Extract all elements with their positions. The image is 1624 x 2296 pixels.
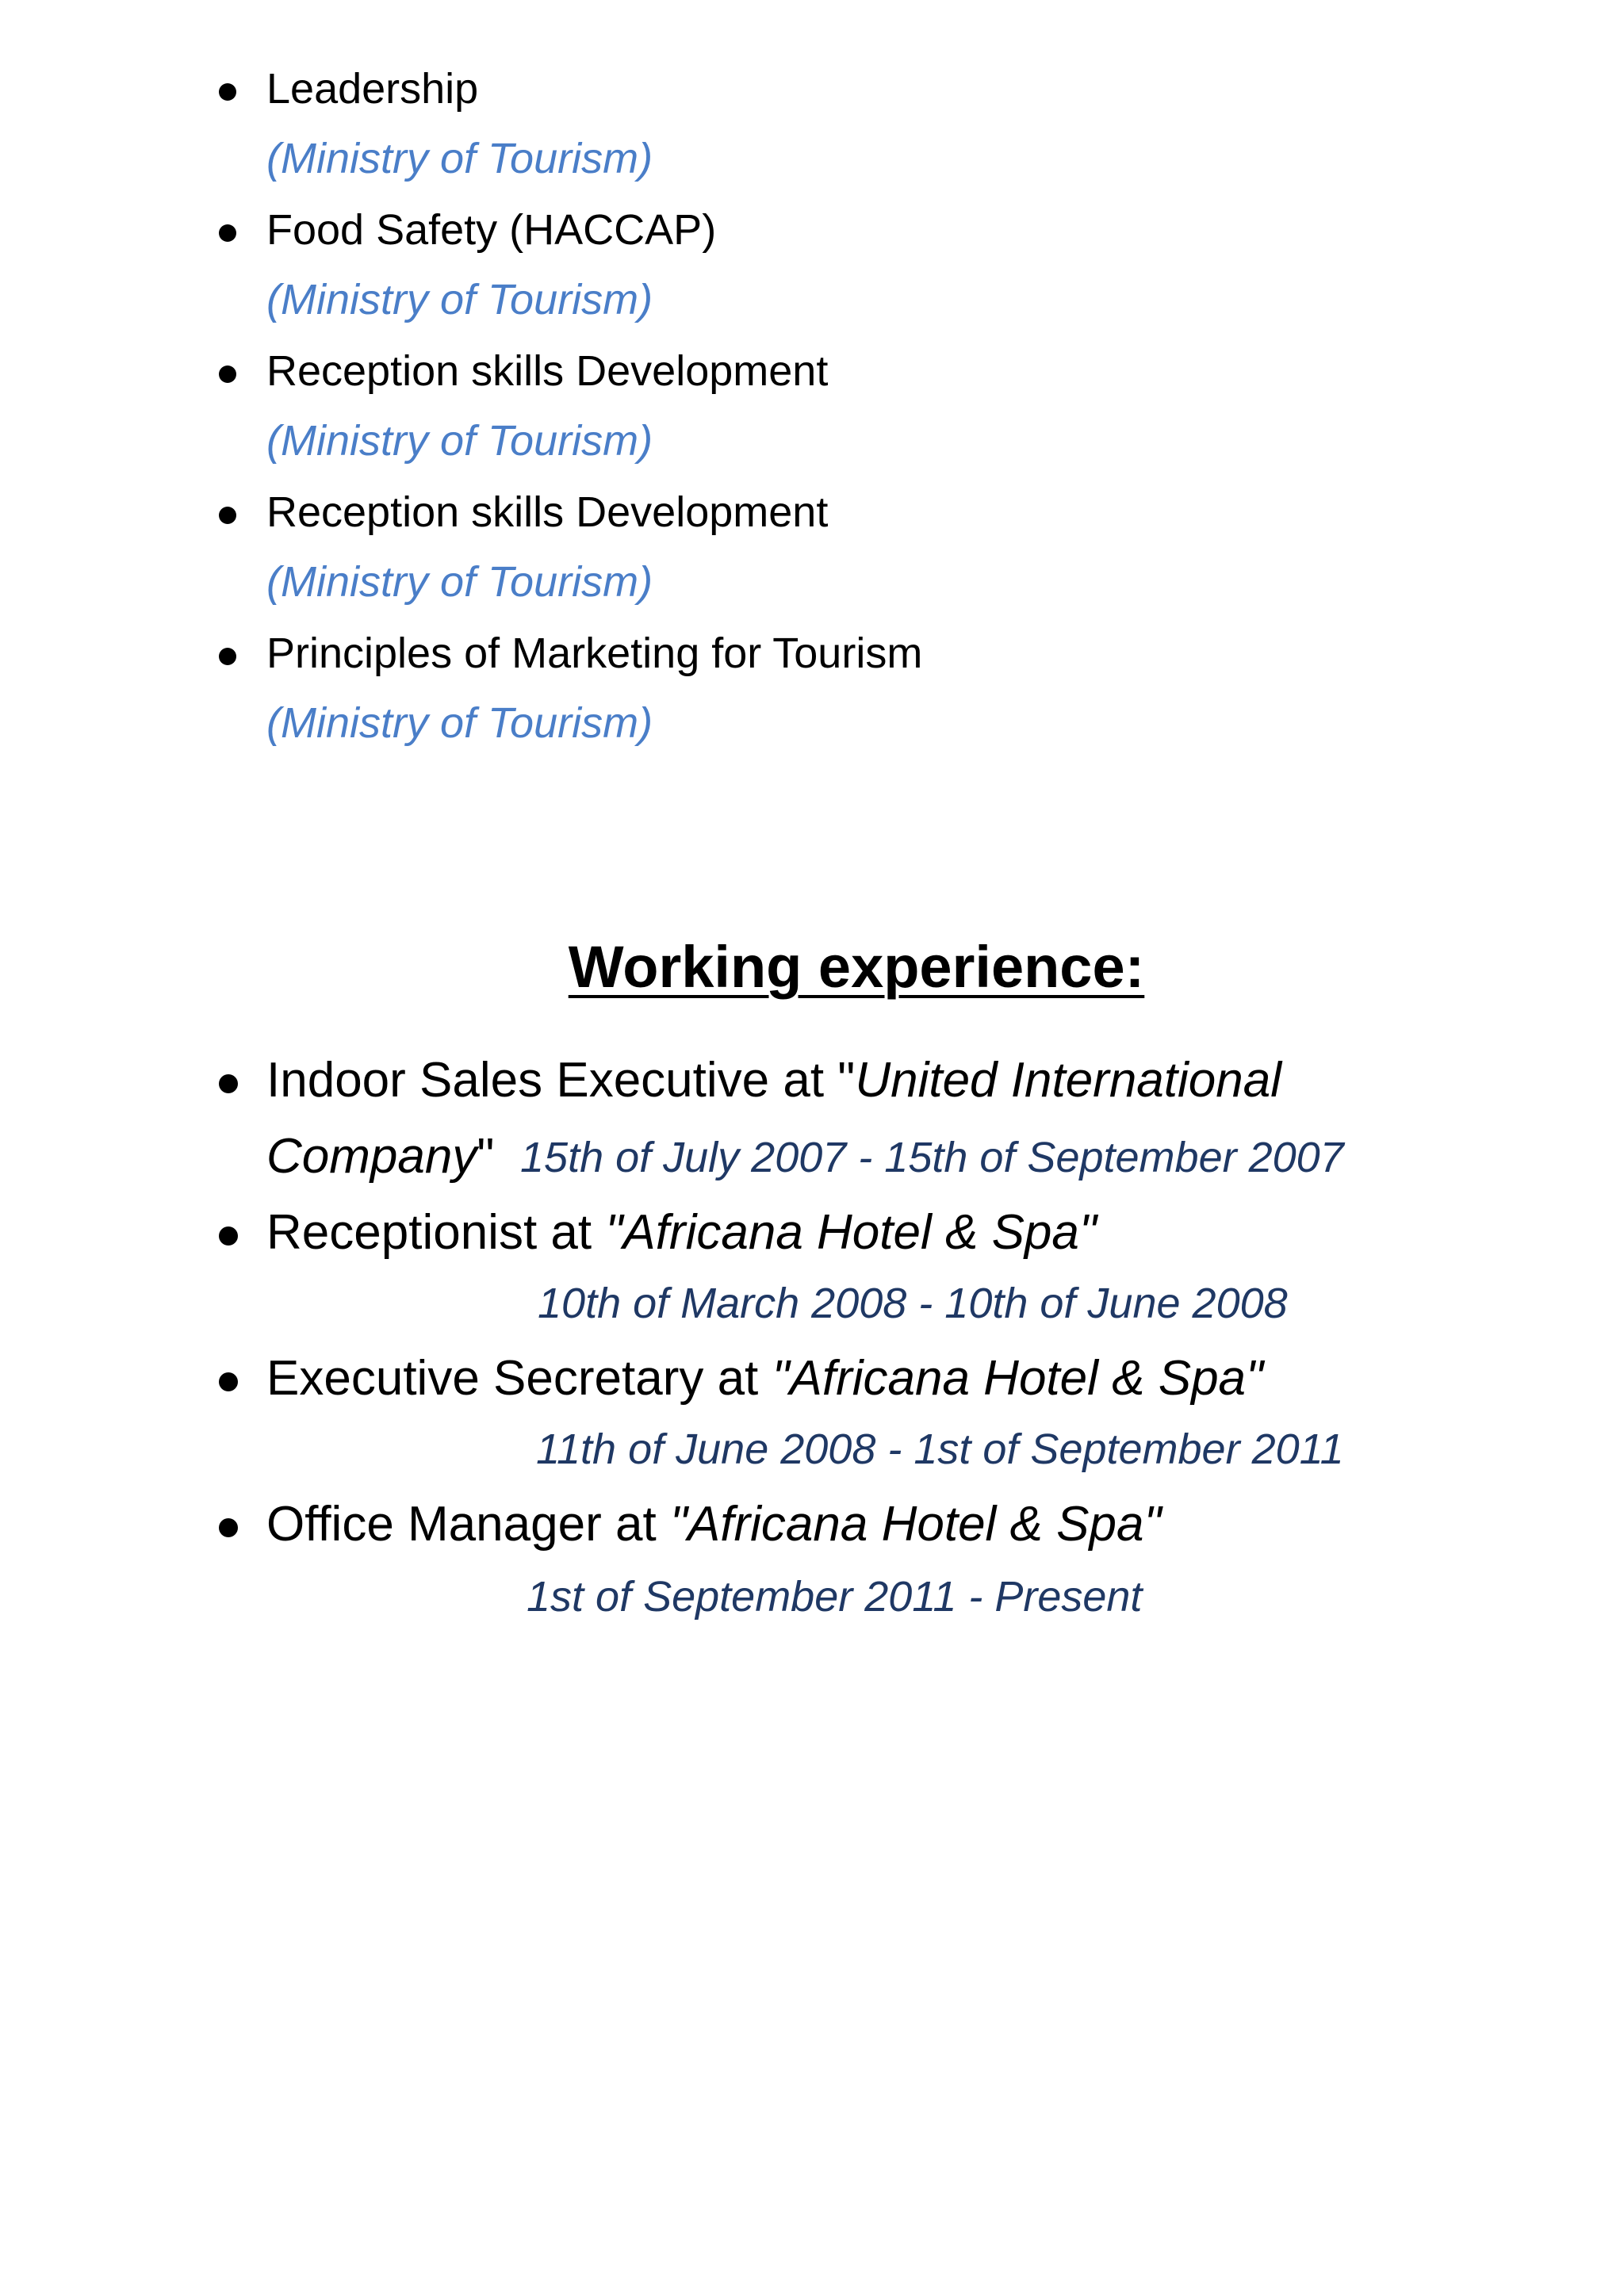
course-title: Reception skills Development: [266, 488, 829, 536]
bullet-icon: [219, 224, 236, 242]
course-title: Reception skills Development: [266, 347, 829, 395]
job-dates: 11th of June 2008 - 1st of September 2011: [536, 1425, 1344, 1473]
course-issuer: (Ministry of Tourism): [266, 558, 653, 606]
job-company: "Africana Hotel & Spa": [605, 1205, 1097, 1260]
course-title: Principles of Marketing for Tourism: [266, 629, 923, 677]
job-dates: 10th of March 2008 - 10th of June 2008: [538, 1280, 1288, 1327]
job-dates: 1st of September 2011 - Present: [527, 1573, 1143, 1621]
course-issuer: (Ministry of Tourism): [266, 276, 653, 323]
bullet-icon: [219, 83, 236, 101]
job-company: Company: [266, 1129, 477, 1184]
bullet-icon: [219, 365, 236, 383]
course-title: Leadership: [266, 65, 479, 113]
job-line: [266, 1050, 1281, 1111]
job-line: [266, 1203, 1097, 1263]
job-role: Indoor Sales Executive at ": [266, 1053, 856, 1108]
job-line: [266, 1127, 494, 1187]
course-issuer: (Ministry of Tourism): [266, 699, 653, 747]
bullet-icon: [219, 1372, 238, 1391]
job-company: "Africana Hotel & Spa": [772, 1351, 1264, 1406]
course-title: Food Safety (HACCAP): [266, 206, 717, 254]
section-heading: Working experience:: [568, 934, 1145, 1000]
course-issuer: (Ministry of Tourism): [266, 135, 653, 182]
job-role: Executive Secretary at: [266, 1351, 772, 1406]
job-dates: 15th of July 2007 - 15th of September 2007: [520, 1134, 1344, 1181]
job-role: Receptionist at: [266, 1205, 606, 1260]
course-issuer: (Ministry of Tourism): [266, 417, 653, 465]
bullet-icon: [219, 507, 236, 524]
bullet-icon: [219, 1226, 238, 1246]
bullet-icon: [219, 1074, 238, 1093]
job-line: [266, 1349, 1263, 1409]
job-role: Office Manager at: [266, 1497, 670, 1552]
job-line: [266, 1494, 1161, 1555]
job-company: "Africana Hotel & Spa": [669, 1497, 1162, 1552]
bullet-icon: [219, 1518, 238, 1537]
job-company: United International: [855, 1053, 1281, 1108]
job-company-quote: ": [477, 1129, 495, 1184]
bullet-icon: [219, 648, 236, 665]
